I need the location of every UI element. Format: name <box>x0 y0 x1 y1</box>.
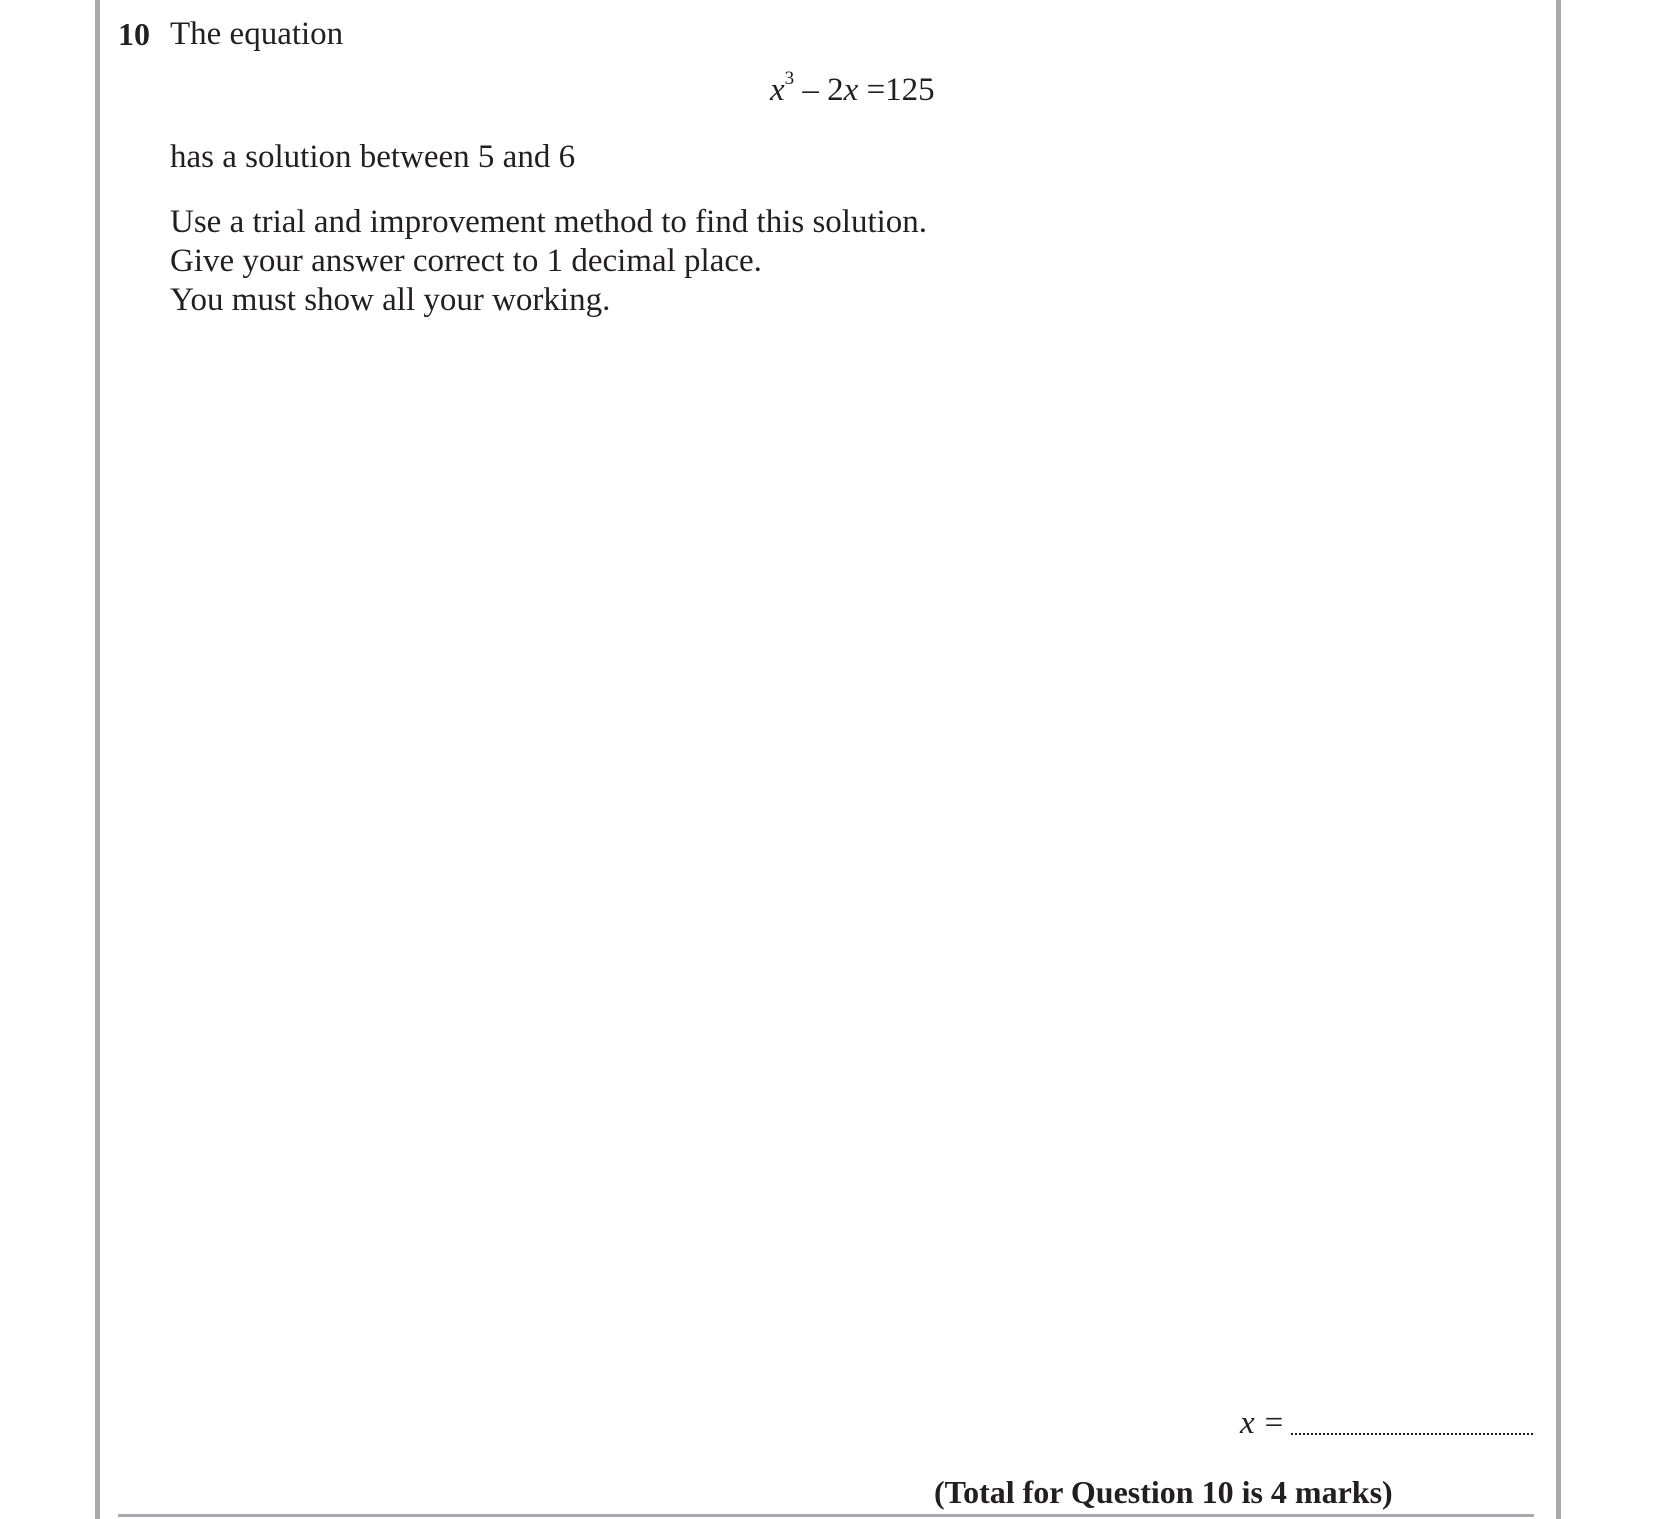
question-condition: has a solution between 5 and 6 <box>170 139 576 175</box>
equation <box>770 70 935 110</box>
answer-equals: = <box>1264 1405 1284 1441</box>
answer-variable: x <box>1240 1405 1255 1441</box>
answer-field[interactable] <box>1291 1429 1533 1435</box>
instruction-line: You must show all your working. <box>170 282 611 318</box>
equation-exponent: 3 <box>784 68 795 89</box>
divider <box>118 1514 1534 1517</box>
equation-variable: x <box>770 72 785 108</box>
instruction-line: Give your answer correct to 1 decimal place. <box>170 243 762 279</box>
equation-variable-2: x <box>843 72 859 108</box>
equation-rhs: =125 <box>858 72 935 108</box>
answer-line <box>1240 1403 1533 1443</box>
question-number: 10 <box>118 16 150 52</box>
instructions <box>170 203 927 320</box>
question-total: (Total for Question 10 is 4 marks) <box>934 1474 1393 1510</box>
equation-middle: – 2 <box>794 72 844 108</box>
instruction-line: Use a trial and improvement method to find this solution. <box>170 204 928 240</box>
question-intro: The equation <box>170 16 344 52</box>
